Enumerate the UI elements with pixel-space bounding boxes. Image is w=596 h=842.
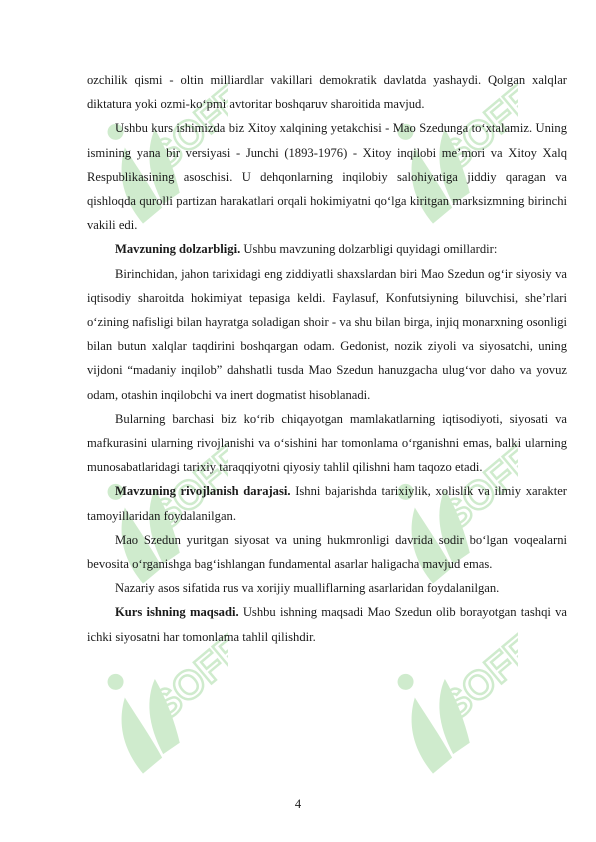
paragraph-2: Ushbu kurs ishimizda biz Xitoy xalqining yetakchisi - Mao Szedunga toʻxtalamiz. Uning ismining yana bir versiyasi - Junchi (1893-1976) - Xitoy inqilobi me’mori va Xitoy Xalq Respublikasining asoschisi. U dehqonlarning inqilobiy salohiyatiga jiddiy qaragan va qishloqda qurolli partizan harakatlari orqali hokimiyatni qoʻlga kiritgan marksizmning birinchi vakili edi. <box>87 121 567 233</box>
paragraph-1: ozchilik qismi - oltin milliardlar vakillari demokratik davlatda yashaydi. Qolgan xalqlar diktatura yoki ozmi-koʻpmi avtoritar boshqaruv sharoitida mavjud. <box>87 73 567 112</box>
page-number: 4 <box>294 797 302 811</box>
svg-text:SOFF: SOFF <box>432 436 518 540</box>
body-text <box>87 68 567 649</box>
svg-text:SOFF: SOFF <box>432 626 518 730</box>
paragraph-7: Mao Szedun yuritgan siyosat va uning hukmronligi davrida sodir boʻlgan voqealarni bevosita oʻrganishga bagʻishlangan fundamental asarlar haligacha mavjud emas. <box>87 532 567 572</box>
svg-text:SOFF: SOFF <box>142 76 228 180</box>
paragraph-3: Mavzuning dolzarbligi. Ushbu mavzuning dolzarbligi quyidagi omillardir: <box>115 242 498 257</box>
svg-text:SOFF: SOFF <box>142 626 228 730</box>
paragraph-6: Mavzuning rivojlanish darajasi. Ishni bajarishda tarixiylik, xolislik va ilmiy xarakter tamoyillaridan foydalanilgan. <box>87 484 567 523</box>
heading-relevance: Mavzuning dolzarbligi. <box>115 242 241 257</box>
paragraph-5: Bularning barchasi biz koʻrib chiqayotgan mamlakatlarning iqtisodiyoti, siyosati va mafkurasini ularning rivojlanishi va oʻsishini har tomonlama oʻrganishni emas, balki ularning munosabatlaridagi tarixiy taraqqiyotni qiyosiy tahlil qilishni ham taqozo etadi. <box>87 411 567 475</box>
heading-development: Mavzuning rivojlanish darajasi. <box>115 484 291 499</box>
svg-text:SOFF: SOFF <box>142 436 228 540</box>
heading-goal: Kurs ishning maqsadi. <box>115 605 239 620</box>
svg-text:SOFF: SOFF <box>432 76 518 180</box>
paragraph-8: Nazariy asos sifatida rus va xorijiy mualliflarning asarlaridan foydalanilgan. <box>115 581 500 596</box>
paragraph-9: Kurs ishning maqsadi. Ushbu ishning maqsadi Mao Szedun olib borayotgan tashqi va ichki siyosatni har tomonlama tahlil qilishdir. <box>87 605 568 644</box>
paragraph-4: Birinchidan, jahon tarixidagi eng ziddiyatli shaxslardan biri Mao Szedun ogʻir siyosiy va iqtisodiy sharoitda hokimiyat tepasiga keldi. Faylasuf, Konfutsiyning biluvchisi, she’rlari oʻzining nafisligi bilan hayratga soladigan shoir - va shu bilan birga, injiq monarxning osonligi bilan butun xalqlar taqdirini boshqargan odam. Gedonist, nozik ziyoli va siyosatchi, uning vijdoni “madaniy inqilob” dahshatli tusda Mao Szedun hanuzgacha ulugʻvor daho va yovuz odam, otashin inqilobchi va inert dogmatist hisoblanadi. <box>87 266 567 402</box>
